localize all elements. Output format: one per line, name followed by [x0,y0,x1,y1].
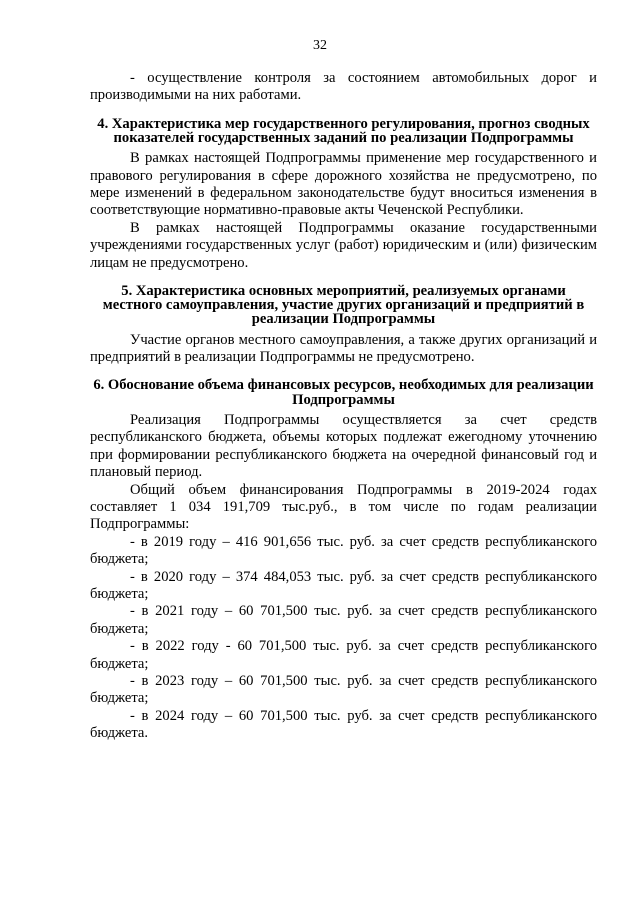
page-number: 32 [313,38,327,53]
section-6-heading: 6. Обоснование объема финансовых ресурсов, необходимых для реализации Подпрограммы [93,377,594,408]
funding-item-2021: - в 2021 году – 60 701,500 тыс. руб. за счет средств республиканского бюджета; [90,603,597,637]
intro-paragraph: - осуществление контроля за состоянием автомобильных дорог и производимыми на них работами. [90,70,597,104]
page-content [90,70,597,743]
section-4-paragraph-2: В рамках настоящей Подпрограммы оказание государственными учреждениями государственных услуг (работ) юридическим и (или) физическим лицам не предусмотрено. [90,219,597,271]
section-6-paragraph-2: Общий объем финансирования Подпрограммы в 2019-2024 годах составляет 1 034 191,709 тыс.руб., в том числе по годам реализации Подпрограммы: [90,481,597,533]
section-4-paragraph-1: В рамках настоящей Подпрограммы применение мер государственного и правового регулирования в сфере дорожного хозяйства не предусмотрено, по мере изменений в федеральном законодательстве будут вноситься изменения в соответствующие нормативно-правовые акты Чеченской Республики. [90,150,597,219]
funding-item-2022: - в 2022 году - 60 701,500 тыс. руб. за счет средств республиканского бюджета; [90,638,597,672]
funding-item-2023: - в 2023 году – 60 701,500 тыс. руб. за счет средств республиканского бюджета; [90,672,597,707]
funding-item-2024: - в 2024 году – 60 701,500 тыс. руб. за счет средств республиканского бюджета. [90,707,597,742]
section-4-heading: 4. Характеристика мер государственного регулирования, прогноз сводных показателей государственных заданий по реализации Подпрограммы [97,115,590,147]
section-6-paragraph-1: Реализация Подпрограммы осуществляется за счет средств республиканского бюджета, объемы которых подлежат ежегодному уточнению при формировании республиканского бюджета на очередной финансовый год и плановый период. [90,411,597,481]
section-5-heading: 5. Характеристика основных мероприятий, реализуемых органами местного самоуправления, участие других организаций и предприятий в реализации Подпрограммы [102,283,585,328]
funding-item-2020: - в 2020 году – 374 484,053 тыс. руб. за счет средств республиканского бюджета; [90,568,597,602]
section-5-paragraph-1: Участие органов местного самоуправления, а также других организаций и предприятий в реализации Подпрограммы не предусмотрено. [90,331,597,366]
funding-item-2019: - в 2019 году – 416 901,656 тыс. руб. за счет средств республиканского бюджета; [90,533,597,568]
